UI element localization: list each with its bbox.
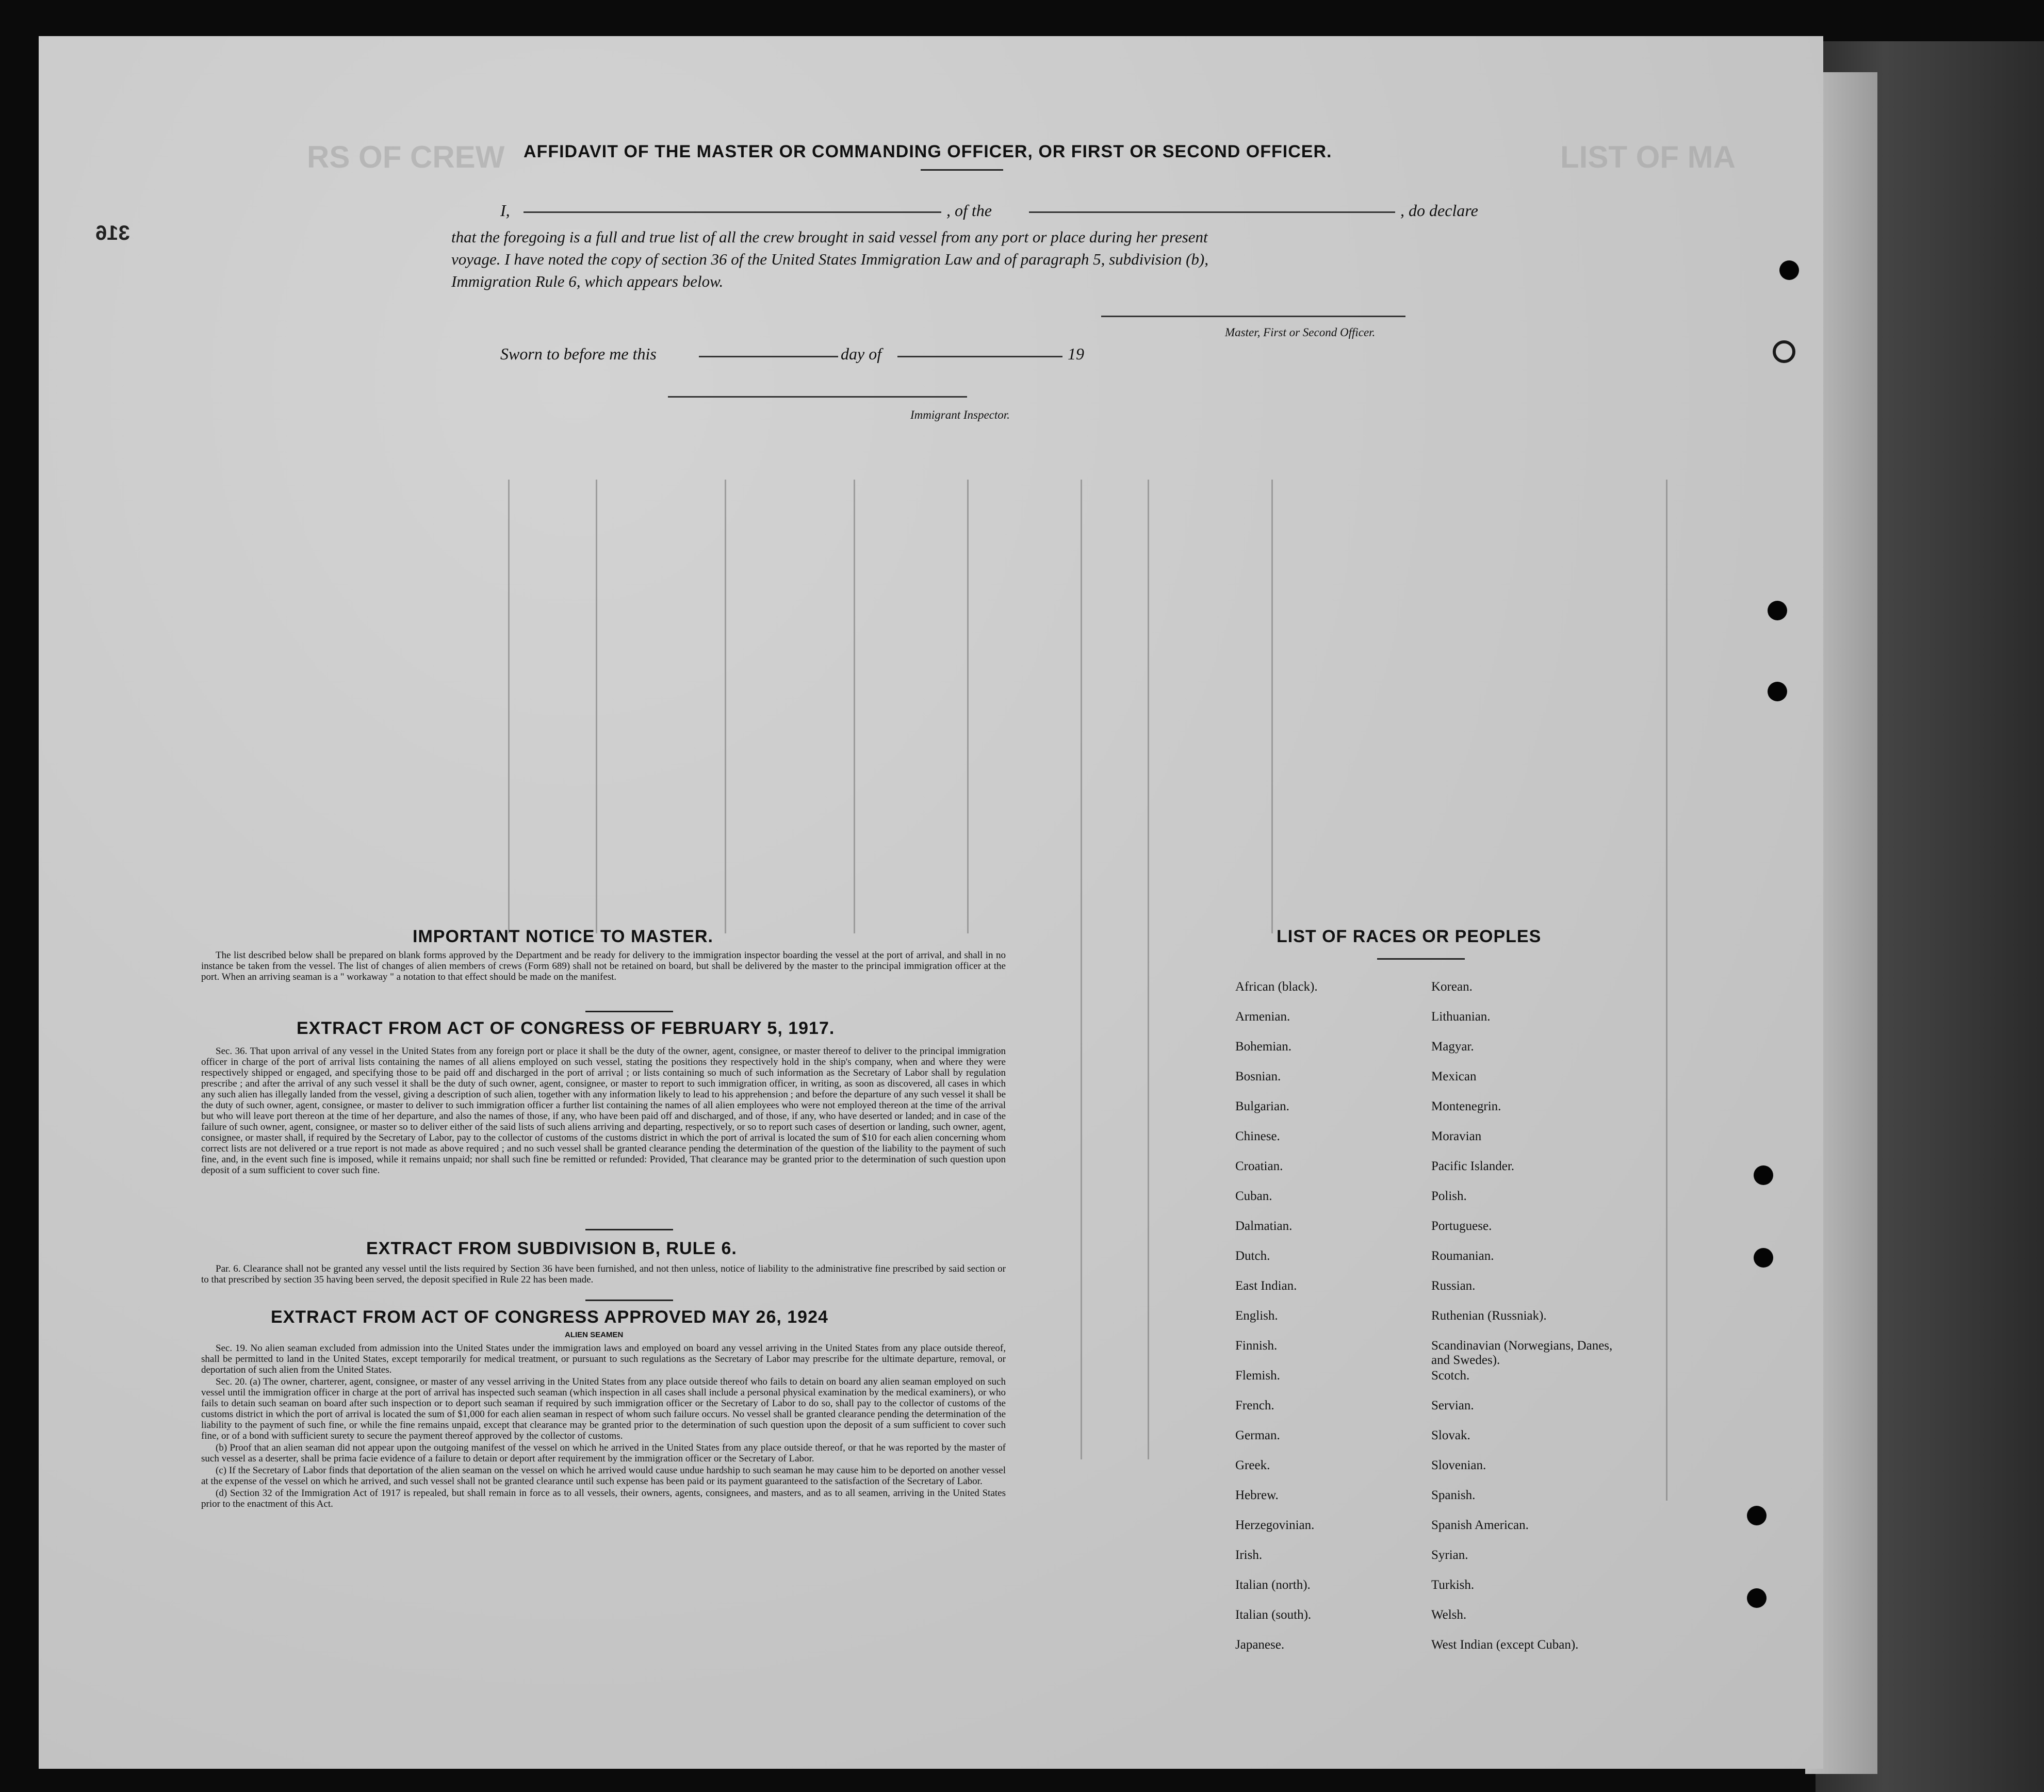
bleed-through-line xyxy=(508,480,510,933)
race-item: Dutch. xyxy=(1235,1249,1270,1263)
race-item: Greek. xyxy=(1235,1458,1270,1472)
race-item: Ruthenian (Russniak). xyxy=(1431,1309,1547,1323)
rule6-text xyxy=(201,1263,1006,1286)
race-item: West Indian (except Cuban). xyxy=(1431,1638,1579,1652)
race-item: Japanese. xyxy=(1235,1638,1285,1652)
race-item: Bulgarian. xyxy=(1235,1099,1289,1113)
margin-mark: 316 xyxy=(95,222,130,244)
divider xyxy=(585,1300,673,1301)
race-item: Slovenian. xyxy=(1431,1458,1486,1472)
race-item: African (black). xyxy=(1235,980,1318,994)
sworn-day-label: day of xyxy=(841,344,882,363)
race-item: Spanish American. xyxy=(1431,1518,1529,1532)
race-item: Welsh. xyxy=(1431,1608,1467,1622)
race-item: Scandinavian (Norwegians, Danes, and Swedes). xyxy=(1431,1339,1613,1367)
sec19-paragraph: Sec. 19. No alien seaman excluded from admission into the United States under the immigration laws and employed on board any vessel arriving in the United States from any place outside thereof, shall be permitted to land in the United States, except temporarily for medical treatment, or pursuant to such regulations as the Secretary of Labor may prescribe for the ultimate departure, removal, or deportation of such alien from the United States. xyxy=(201,1343,1006,1375)
race-item: Scotch. xyxy=(1431,1369,1470,1383)
binder-hole xyxy=(1747,1588,1767,1608)
sec20c-paragraph: (c) If the Secretary of Labor finds that deportation of the alien seaman on the vessel on which he arrived would cause undue hardship to such seaman he may cause him to be deported on another vessel at the expense of the vessel on which he arrived, and such vessel shall not be granted clearance until such expense has been paid or its payment guaranteed to the satisfaction of the Secretary of Labor. xyxy=(201,1465,1006,1487)
master-label: Master, First or Second Officer. xyxy=(1225,326,1376,339)
extract-1917-title: EXTRACT FROM ACT OF CONGRESS OF FEBRUARY 5, 1917. xyxy=(297,1018,835,1038)
binder-hole xyxy=(1747,1506,1767,1525)
sworn-prefix: Sworn to before me this xyxy=(500,344,657,363)
race-item: Roumanian. xyxy=(1431,1249,1494,1263)
extract-1924-subtitle: ALIEN SEAMEN xyxy=(565,1330,624,1339)
binder-hole xyxy=(1768,601,1787,620)
affidavit-title: AFFIDAVIT OF THE MASTER OR COMMANDING OFFICER, OR FIRST OR SECOND OFFICER. xyxy=(524,142,1332,161)
binder-hole xyxy=(1779,260,1799,280)
inspector-label: Immigrant Inspector. xyxy=(910,408,1010,421)
race-item: East Indian. xyxy=(1235,1279,1297,1293)
divider xyxy=(921,169,1003,171)
bleed-through-mark: LIST OF MA xyxy=(1560,140,1736,174)
inspector-signature-blank[interactable] xyxy=(668,396,967,398)
notice-paragraph: The list described below shall be prepared on blank forms approved by the Department and be ready for delivery to the immigration inspector boarding the vessel at the port of arrival, and shall in no instance be taken from the vessel. The list of changes of alien members of crews (Form 689) shall not be retained on board, but shall be delivered by the master to the principal immigration officer at the port. When an arriving seaman is a " workaway " a notation to that effect should be made on the manifest. xyxy=(201,950,1006,982)
race-item: Flemish. xyxy=(1235,1369,1280,1383)
races-title: LIST OF RACES OR PEOPLES xyxy=(1277,927,1542,946)
race-item: Bohemian. xyxy=(1235,1040,1292,1054)
bleed-through-line xyxy=(1081,480,1082,1459)
race-item: French. xyxy=(1235,1399,1274,1412)
race-item: Turkish. xyxy=(1431,1578,1475,1592)
sworn-year: 19 xyxy=(1068,344,1084,363)
race-item: Mexican xyxy=(1431,1070,1477,1083)
race-item: Montenegrin. xyxy=(1431,1099,1501,1113)
bleed-through-line xyxy=(725,480,726,933)
binder-hole xyxy=(1754,1165,1773,1185)
race-item: Korean. xyxy=(1431,980,1473,994)
race-item: Dalmatian. xyxy=(1235,1219,1293,1233)
name-blank[interactable] xyxy=(524,211,941,213)
race-item: English. xyxy=(1235,1309,1278,1323)
bleed-through-line xyxy=(1148,480,1149,1459)
race-item: Polish. xyxy=(1431,1189,1467,1203)
extract-1917-text xyxy=(201,1046,1006,1177)
race-item: Hebrew. xyxy=(1235,1488,1279,1502)
vessel-blank[interactable] xyxy=(1029,211,1395,213)
sec20a-paragraph: Sec. 20. (a) The owner, charterer, agent, consignee, or master of any vessel arriving in the United States from any place outside thereof who fails to detain on board any alien seaman employed on such vessel until the immigration officer in charge at the port of arrival has inspected such seaman (which inspection in all cases shall include a personal physical examination by the medical examiners), or who fails to detain such seaman on board after such inspection or to deport such seaman if required by such immigration officer or the Secretary of Labor to do so, shall pay to the collector of customs of the customs district in which the port of arrival is located the sum of $1,000 for each alien seaman in respect of whom such failure occurs. No vessel shall be granted clearance pending the determination of the liability to the payment of such fine, or while the fine remains unpaid, except that clearance may be granted prior to the determination of such question upon the deposit of a sum sufficient to cover such fine, or of a bond with sufficient surety to secure the payment thereof approved by the collector of customs. xyxy=(201,1376,1006,1441)
document-page xyxy=(39,36,1823,1769)
race-item: Italian (south). xyxy=(1235,1608,1312,1622)
affidavit-line4: Immigration Rule 6, which appears below. xyxy=(451,272,724,290)
race-item: Irish. xyxy=(1235,1548,1263,1562)
race-item: Cuban. xyxy=(1235,1189,1272,1203)
affidavit-line1-mid: , of the xyxy=(946,201,992,220)
bleed-through-line xyxy=(1271,480,1273,933)
affidavit-line3: voyage. I have noted the copy of section 36 of the United States Immigration Law and of paragraph 5, subdivision (b), xyxy=(451,250,1208,268)
bleed-through-line xyxy=(854,480,855,933)
bleed-through-line xyxy=(1666,480,1667,1501)
race-item: Lithuanian. xyxy=(1431,1010,1491,1024)
race-item: Pacific Islander. xyxy=(1431,1159,1515,1173)
sec20b-paragraph: (b) Proof that an alien seaman did not appear upon the outgoing manifest of the vessel on which he arrived in the United States from any place outside thereof, or that he was reported by the master of such vessel as a deserter, shall be prima facie evidence of a failure to detain or deport after requirement by the immigration officer or the Secretary of Labor. xyxy=(201,1442,1006,1464)
race-item: Spanish. xyxy=(1431,1488,1476,1502)
binder-hole xyxy=(1754,1248,1773,1268)
binder-hole xyxy=(1768,682,1787,701)
race-item: Finnish. xyxy=(1235,1339,1278,1353)
notice-title: IMPORTANT NOTICE TO MASTER. xyxy=(413,927,713,946)
race-item: Chinese. xyxy=(1235,1129,1280,1143)
race-item: Magyar. xyxy=(1431,1040,1474,1054)
races-right-column xyxy=(1431,980,1627,1668)
affidavit-line1-suffix: , do declare xyxy=(1400,201,1478,220)
rule6-title: EXTRACT FROM SUBDIVISION B, RULE 6. xyxy=(366,1239,737,1258)
race-item: Slovak. xyxy=(1431,1428,1470,1442)
race-item: Russian. xyxy=(1431,1279,1476,1293)
races-left-column xyxy=(1235,980,1318,1668)
extract-1924-title: EXTRACT FROM ACT OF CONGRESS APPROVED MAY 26, 1924 xyxy=(271,1307,828,1327)
rule6-paragraph: Par. 6. Clearance shall not be granted any vessel until the lists required by Section 36 have been furnished, and not then unless, notice of liability to the administrative fine prescribed by said section or to that prescribed by section 35 having been served, the deposit specified in Rule 22 has been made. xyxy=(201,1263,1006,1285)
race-item: Italian (north). xyxy=(1235,1578,1311,1592)
sec20d-paragraph: (d) Section 32 of the Immigration Act of 1917 is repealed, but shall remain in force as to all vessels, their owners, agents, consignees, and masters, and as to all seamen, arriving in the United States prior to the enactment of this Act. xyxy=(201,1488,1006,1509)
affidavit-line1-prefix: I, xyxy=(500,201,510,220)
race-item: Bosnian. xyxy=(1235,1070,1281,1083)
bleed-through-line xyxy=(596,480,597,933)
bleed-through-line xyxy=(967,480,969,933)
affidavit-line2: that the foregoing is a full and true list of all the crew brought in said vessel from any port or place during her present xyxy=(451,228,1208,246)
extract-1917-paragraph: Sec. 36. That upon arrival of any vessel in the United States from any foreign port or place it shall be the duty of the owner, agent, consignee, or master thereof to deliver to the principal immigration officer in charge of the port of arrival lists containing the names of all aliens employed on such vessel, stating the positions they respectively hold in the ship's company, when and where they were respectively shipped or engaged, and specifying those to be paid off and discharged in the port of arrival ; or lists containing so much of such information as the Secretary of Labor shall by regulation prescribe ; and after the arrival of any such vessel it shall be the duty of such owner, agent, consignee, or master to report to such immigration officer, in writing, as soon as discovered, all cases in which any such alien has illegally landed from the vessel, giving a description of such alien, together with any information likely to lead to his apprehension ; and before the departure of any such vessel it shall be the duty of such owner, agent, consignee, or master to deliver to such immigration officer a further list containing the names of all alien employees who were not employed thereon at the time of the arrival but who will leave port thereon at the time of her departure, and also the names of those, if any, who have been paid off and discharged, and of those, if any, who have deserted or landed; and in case of the failure of such owner, agent, consignee, or master so to deliver either of the said lists of such aliens arriving and departing, respectively, or so to report such cases of desertion or landing, such owner, agent, consignee, or master shall, if required by the Secretary of Labor, pay to the collector of customs of the customs district in which the port of arrival is located the sum of $10 for each alien concerning whom correct lists are not delivered or a true report is not made as above required ; and no such vessel shall be granted clearance pending the determination of the question of the liability to the payment of such fine, and, in the event such fine is imposed, while it remains unpaid; nor shall such fine be remitted or refunded: Provided, That clearance may be granted prior to the determination of such question upon deposit of a sum sufficient to cover such fine. xyxy=(201,1046,1006,1176)
sworn-month-blank[interactable] xyxy=(897,356,1062,357)
race-item: German. xyxy=(1235,1428,1280,1442)
race-item: Herzegovinian. xyxy=(1235,1518,1315,1532)
race-item: Croatian. xyxy=(1235,1159,1283,1173)
race-item: Syrian. xyxy=(1431,1548,1468,1562)
race-item: Portuguese. xyxy=(1431,1219,1492,1233)
divider xyxy=(1377,958,1465,960)
divider xyxy=(585,1229,673,1230)
master-signature-blank[interactable] xyxy=(1101,316,1405,317)
binder-hole xyxy=(1773,340,1795,363)
extract-1924-text xyxy=(201,1343,1006,1510)
race-item: Armenian. xyxy=(1235,1010,1290,1024)
sworn-date-blank[interactable] xyxy=(699,356,838,357)
bleed-through-mark: RS OF CREW xyxy=(307,140,505,174)
notice-text xyxy=(201,950,1006,983)
race-item: Moravian xyxy=(1431,1129,1482,1143)
divider xyxy=(585,1011,673,1012)
race-item: Servian. xyxy=(1431,1399,1474,1412)
